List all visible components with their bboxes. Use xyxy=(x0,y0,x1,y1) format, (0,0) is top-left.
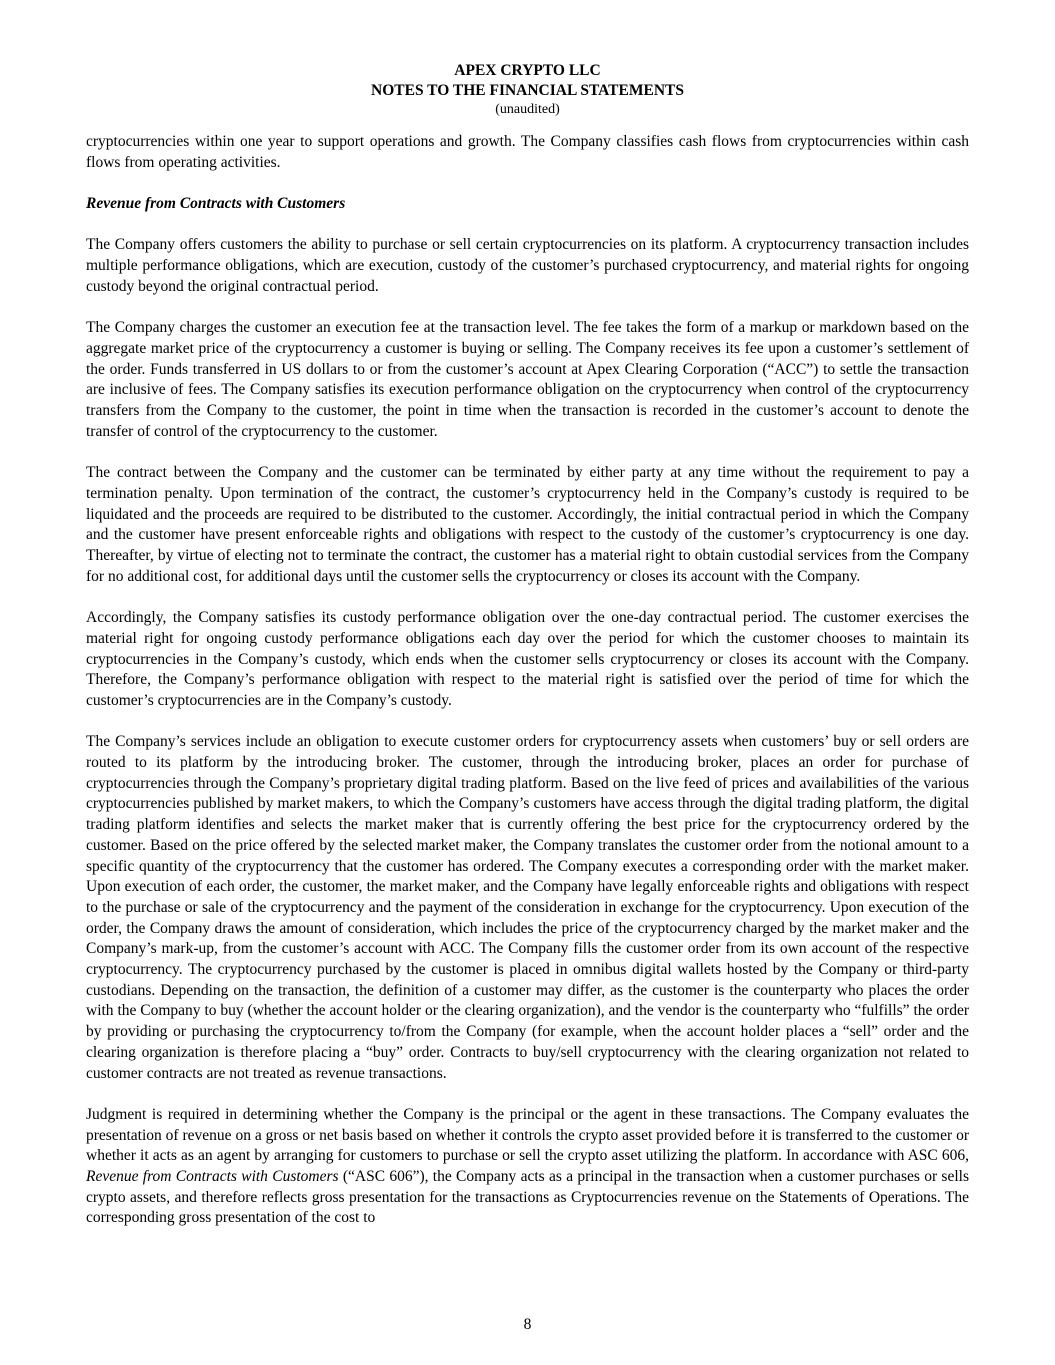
page-header xyxy=(86,61,969,119)
asc606-title: Revenue from Contracts with Customers xyxy=(86,1168,339,1186)
intro-paragraph: cryptocurrencies within one year to support operations and growth. The Company classifies cash flows from cryptocurrencies within cash flows from operating activities. xyxy=(86,133,969,171)
paragraph-services: The Company’s services include an obligation to execute customer orders for cryptocurrency assets when customers’ buy or sell orders are routed to its platform by the introducing broker. The customer, through the introducing broker, places an order for purchase of cryptocurrencies through the Company’s proprietary digital trading platform. Based on the live feed of prices and availabilities of the various cryptocurrencies published by market makers, to which the Company’s customers have access through the digital trading platform, the digital trading platform identifies and selects the market maker that is currently offering the best price for the cryptocurrency ordered by the customer. Based on the price offered by the selected market maker, the Company translates the customer order from the notional amount to a specific quantity of the cryptocurrency that the customer has ordered. The Company executes a corresponding order with the market maker. Upon execution of each order, the customer, the market maker, and the Company have legally enforceable rights and obligations with respect to the purchase or sale of the cryptocurrency and the payment of the consideration in exchange for the cryptocurrency. Upon execution of the order, the Company draws the amount of consideration, which includes the price of the cryptocurrency charged by the market maker and the Company’s mark-up, from the customer’s account with ACC. The Company fills the customer order from its own account of the respective cryptocurrency. The cryptocurrency purchased by the customer is placed in omnibus digital wallets hosted by the Company or third-party custodians. Depending on the transaction, the definition of a customer may differ, as the customer is the counterparty who places the order with the Company to buy (whether the account holder or the clearing organization), and the vendor is the counterparty who “fulfills” the order by providing or purchasing the cryptocurrency to/from the Company (for example, when the account holder places a “sell” order and the clearing organization is therefore placing a “buy” order. Contracts to buy/sell cryptocurrency with the clearing organization not related to customer contracts are not treated as revenue transactions. xyxy=(86,733,969,1082)
paragraph-principal-agent-part1: Judgment is required in determining whether the Company is the principal or the agent in these transactions. The Company evaluates the presentation of revenue on a gross or net basis based on whether it controls the crypto asset provided before it is transferred to the customer or whether it acts as an agent by arranging for customers to purchase or sell the crypto asset utilizing the platform. In accordance with ASC 606, xyxy=(86,1105,969,1165)
paragraph-custody-obligation: Accordingly, the Company satisfies its custody performance obligation over the one-day contractual period. The customer exercises the material right for ongoing custody performance obligations each day over the period for which the customer chooses to maintain its cryptocurrencies in the Company’s custody, which ends when the customer sells cryptocurrency or closes its account with the Company. Therefore, the Company’s performance obligation with respect to the material right is satisfied over the period of time for which the customer’s cryptocurrencies are in the Company’s custody. xyxy=(86,609,969,709)
page-number: 8 xyxy=(523,1316,532,1333)
document-body xyxy=(86,132,969,1250)
paragraph-principal-agent xyxy=(86,1105,969,1229)
document-subtitle: (unaudited) xyxy=(495,102,560,117)
section-heading: Revenue from Contracts with Customers xyxy=(86,195,346,213)
paragraph-performance-obligations: The Company offers customers the ability to purchase or sell certain cryptocurrencies on its platform. A cryptocurrency transaction includes multiple performance obligations, which are execution, custody of the customer’s purchased cryptocurrency, and material rights for ongoing custody beyond the original contractual period. xyxy=(86,236,969,295)
paragraph-principal-agent-part2: (“ASC 606”), the Company acts as a principal in the transaction when a customer purchases or sells crypto assets, and therefore reflects gross presentation for the transactions as Cryptocurrencies revenue on the Statements of Operations. The corresponding gross presentation of the cost to xyxy=(86,1168,969,1227)
company-name: APEX CRYPTO LLC xyxy=(454,62,601,79)
document-title: NOTES TO THE FINANCIAL STATEMENTS xyxy=(371,82,684,99)
paragraph-execution-fee: The Company charges the customer an execution fee at the transaction level. The fee takes the form of a markup or markdown based on the aggregate market price of the cryptocurrency a customer is buying or selling. The Company receives its fee upon a customer’s settlement of the order. Funds transferred in US dollars to or from the customer’s account at Apex Clearing Corporation (“ACC”) to settle the transaction are inclusive of fees. The Company satisfies its execution performance obligation on the cryptocurrency when control of the cryptocurrency transfers from the Company to the customer, the point in time when the transaction is recorded in the customer’s account to denote the transfer of control of the cryptocurrency to the customer. xyxy=(86,319,969,440)
document-page xyxy=(86,0,969,1365)
paragraph-contract-termination: The contract between the Company and the customer can be terminated by either party at any time without the requirement to pay a termination penalty. Upon termination of the contract, the customer’s cryptocurrency held in the Company’s custody is required to be liquidated and the proceeds are required to be distributed to the customer. Accordingly, the initial contractual period in which the Company and the customer have present enforceable rights and obligations with respect to the custody of the customer’s cryptocurrency is one day. Thereafter, by virtue of electing not to terminate the contract, the customer has a material right to obtain custodial services from the Company for no additional cost, for additional days until the customer sells the cryptocurrency or closes its account with the Company. xyxy=(86,464,969,585)
